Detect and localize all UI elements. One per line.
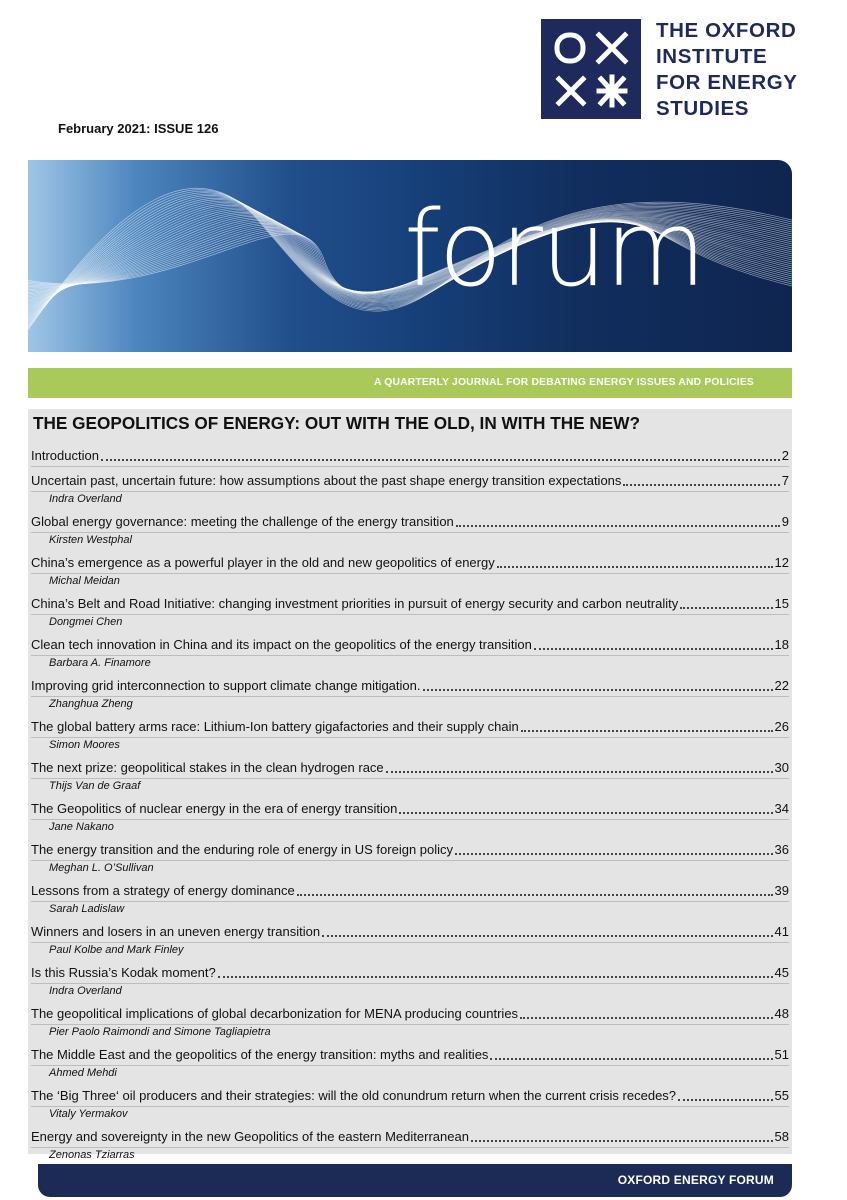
entry-line [31, 717, 791, 735]
entry-author: Dongmei Chen [49, 616, 123, 628]
institute-name-line: THE OXFORD [656, 19, 797, 42]
entry-author: Meghan L. O’Sullivan [49, 862, 154, 874]
contents-entry[interactable] [28, 471, 792, 511]
entry-page-number: 34 [774, 801, 789, 816]
entry-author: Indra Overland [49, 985, 122, 997]
institute-logo [541, 19, 641, 119]
entry-title: The ‘Big Three‘ oil producers and their strategies: will the old conundrum return when the current crisis recedes? [31, 1088, 677, 1103]
dot-leader [456, 515, 780, 527]
entry-divider [31, 1024, 789, 1025]
entry-divider [31, 532, 789, 533]
entry-title: Global energy governance: meeting the challenge of the energy transition [31, 514, 454, 529]
entry-title: The geopolitical implications of global decarbonization for MENA producing countries [31, 1006, 519, 1021]
forum-wordmark: forum [404, 188, 705, 310]
entry-title: Improving grid interconnection to support climate change mitigation. [31, 678, 421, 693]
entry-page-number: 26 [774, 719, 789, 734]
dot-leader [297, 884, 773, 896]
entry-author: Ahmed Mehdi [49, 1067, 117, 1079]
entry-divider [31, 573, 789, 574]
entry-divider [31, 819, 789, 820]
entry-page-number: 58 [774, 1129, 789, 1144]
entry-page-number: 45 [774, 965, 789, 980]
entry-author: Jane Nakano [49, 821, 114, 833]
entry-page-number: 36 [774, 842, 789, 857]
dot-leader [218, 966, 773, 978]
entry-title: Introduction [31, 448, 99, 463]
dot-leader [534, 638, 773, 650]
contents-entry[interactable] [28, 676, 792, 716]
entry-line [31, 553, 791, 571]
contents-entry[interactable] [28, 799, 792, 839]
entry-divider [31, 983, 789, 984]
dot-leader [623, 474, 779, 486]
contents-entry[interactable] [28, 1045, 792, 1085]
entry-divider [31, 1106, 789, 1107]
entry-line [31, 840, 791, 858]
entry-divider [31, 1147, 789, 1148]
entry-divider [31, 737, 789, 738]
entry-page-number: 9 [781, 514, 789, 529]
entry-author: Paul Kolbe and Mark Finley [49, 944, 184, 956]
dot-leader [678, 1089, 773, 1101]
contents-entry[interactable] [28, 963, 792, 1003]
entry-title: Energy and sovereignty in the new Geopolitics of the eastern Mediterranean [31, 1129, 469, 1144]
entry-line [31, 1045, 791, 1063]
contents-entry[interactable] [28, 594, 792, 634]
entry-page-number: 18 [774, 637, 789, 652]
entry-author: Simon Moores [49, 739, 120, 751]
institute-name-line: FOR ENERGY [656, 71, 798, 94]
entry-title: The energy transition and the enduring role of energy in US foreign policy [31, 842, 454, 857]
entry-author: Vitaly Yermakov [49, 1108, 128, 1120]
entry-author: Barbara A. Finamore [49, 657, 151, 669]
entry-line [31, 594, 791, 612]
entry-author: Zhanghua Zheng [49, 698, 133, 710]
contents-entry[interactable] [28, 446, 792, 468]
entry-line [31, 1086, 791, 1104]
entry-line [31, 446, 791, 464]
entry-page-number: 22 [774, 678, 789, 693]
dot-leader [423, 679, 773, 691]
entry-author: Zenonas Tziarras [49, 1149, 135, 1161]
entry-title: Uncertain past, uncertain future: how assumptions about the past shape energy transition expectations [31, 473, 622, 488]
entry-divider [31, 901, 789, 902]
entry-divider [31, 942, 789, 943]
entry-title: Is this Russia’s Kodak moment? [31, 965, 216, 980]
dot-leader [471, 1130, 773, 1142]
contents-entry[interactable] [28, 553, 792, 593]
contents-entry[interactable] [28, 1127, 792, 1167]
dot-leader [322, 925, 772, 937]
entry-line [31, 1004, 791, 1022]
footer-bar [38, 1164, 792, 1197]
entry-page-number: 15 [774, 596, 789, 611]
entry-title: Winners and losers in an uneven energy transition [31, 924, 321, 939]
entry-title: China’s emergence as a powerful player in the old and new geopolitics of energy [31, 555, 495, 570]
tagline-text: A QUARTERLY JOURNAL FOR DEBATING ENERGY ISSUES AND POLICIES [373, 377, 754, 388]
contents-entry[interactable] [28, 922, 792, 962]
institute-name-line: STUDIES [656, 97, 750, 120]
entry-page-number: 48 [774, 1006, 789, 1021]
entry-title: The Middle East and the geopolitics of the energy transition: myths and realities [31, 1047, 489, 1062]
contents-heading: THE GEOPOLITICS OF ENERGY: OUT WITH THE OLD, IN WITH THE NEW? [33, 413, 640, 433]
footer-label: OXFORD ENERGY FORUM [617, 1173, 774, 1187]
entry-divider [31, 614, 789, 615]
contents-entry[interactable] [28, 840, 792, 880]
entry-author: Thijs Van de Graaf [49, 780, 141, 792]
oies-emblem-icon [541, 19, 641, 119]
entry-author: Sarah Ladislaw [49, 903, 125, 915]
entry-divider [31, 696, 789, 697]
entry-page-number: 41 [774, 924, 789, 939]
entry-author: Pier Paolo Raimondi and Simone Tagliapietra [49, 1026, 271, 1038]
entry-author: Michal Meidan [49, 575, 120, 587]
entry-title: Clean tech innovation in China and its impact on the geopolitics of the energy transition [31, 637, 532, 652]
institute-name-line: INSTITUTE [656, 45, 768, 68]
dot-leader [490, 1048, 772, 1060]
dot-leader [680, 597, 772, 609]
entry-page-number: 12 [774, 555, 789, 570]
dot-leader [101, 449, 780, 461]
dot-leader [520, 1007, 772, 1019]
entry-line [31, 676, 791, 694]
entry-page-number: 2 [781, 448, 789, 463]
tagline-band [28, 368, 792, 398]
dot-leader [399, 802, 772, 814]
entry-divider [31, 860, 789, 861]
entry-author: Indra Overland [49, 493, 122, 505]
dot-leader [455, 843, 773, 855]
entry-title: The global battery arms race: Lithium-Ion battery gigafactories and their supply chain [31, 719, 519, 734]
entry-page-number: 39 [774, 883, 789, 898]
dot-leader [521, 720, 773, 732]
contents-entry[interactable] [28, 758, 792, 798]
contents-entry[interactable] [28, 1086, 792, 1126]
entry-line [31, 635, 791, 653]
entry-title: The next prize: geopolitical stakes in the clean hydrogen race [31, 760, 384, 775]
entry-page-number: 7 [781, 473, 789, 488]
entry-line [31, 512, 791, 530]
table-of-contents [28, 409, 792, 1161]
institute-name [656, 18, 841, 122]
entry-page-number: 55 [774, 1088, 789, 1103]
contents-entry[interactable] [28, 717, 792, 757]
entry-line [31, 471, 791, 489]
entry-author: Kirsten Westphal [49, 534, 132, 546]
entry-line [31, 881, 791, 899]
entry-title: China’s Belt and Road Initiative: changing investment priorities in pursuit of energy security and carbon neutrality [31, 596, 679, 611]
entry-line [31, 922, 791, 940]
entry-title: The Geopolitics of nuclear energy in the era of energy transition [31, 801, 398, 816]
entry-line [31, 758, 791, 776]
contents-entry[interactable] [28, 881, 792, 921]
entry-title: Lessons from a strategy of energy dominance [31, 883, 295, 898]
entry-divider [31, 655, 789, 656]
contents-entry[interactable] [28, 512, 792, 552]
dot-leader [497, 556, 773, 568]
entry-line [31, 1127, 791, 1145]
entry-divider [31, 778, 789, 779]
entry-divider [31, 491, 789, 492]
entry-divider [31, 1065, 789, 1066]
contents-entry[interactable] [28, 1004, 792, 1044]
entry-line [31, 799, 791, 817]
entry-page-number: 30 [774, 760, 789, 775]
entry-line [31, 963, 791, 981]
entry-page-number: 51 [774, 1047, 789, 1062]
dot-leader [386, 761, 773, 773]
entry-divider [31, 466, 789, 467]
issue-date: February 2021: ISSUE 126 [58, 121, 219, 136]
contents-entry[interactable] [28, 635, 792, 675]
